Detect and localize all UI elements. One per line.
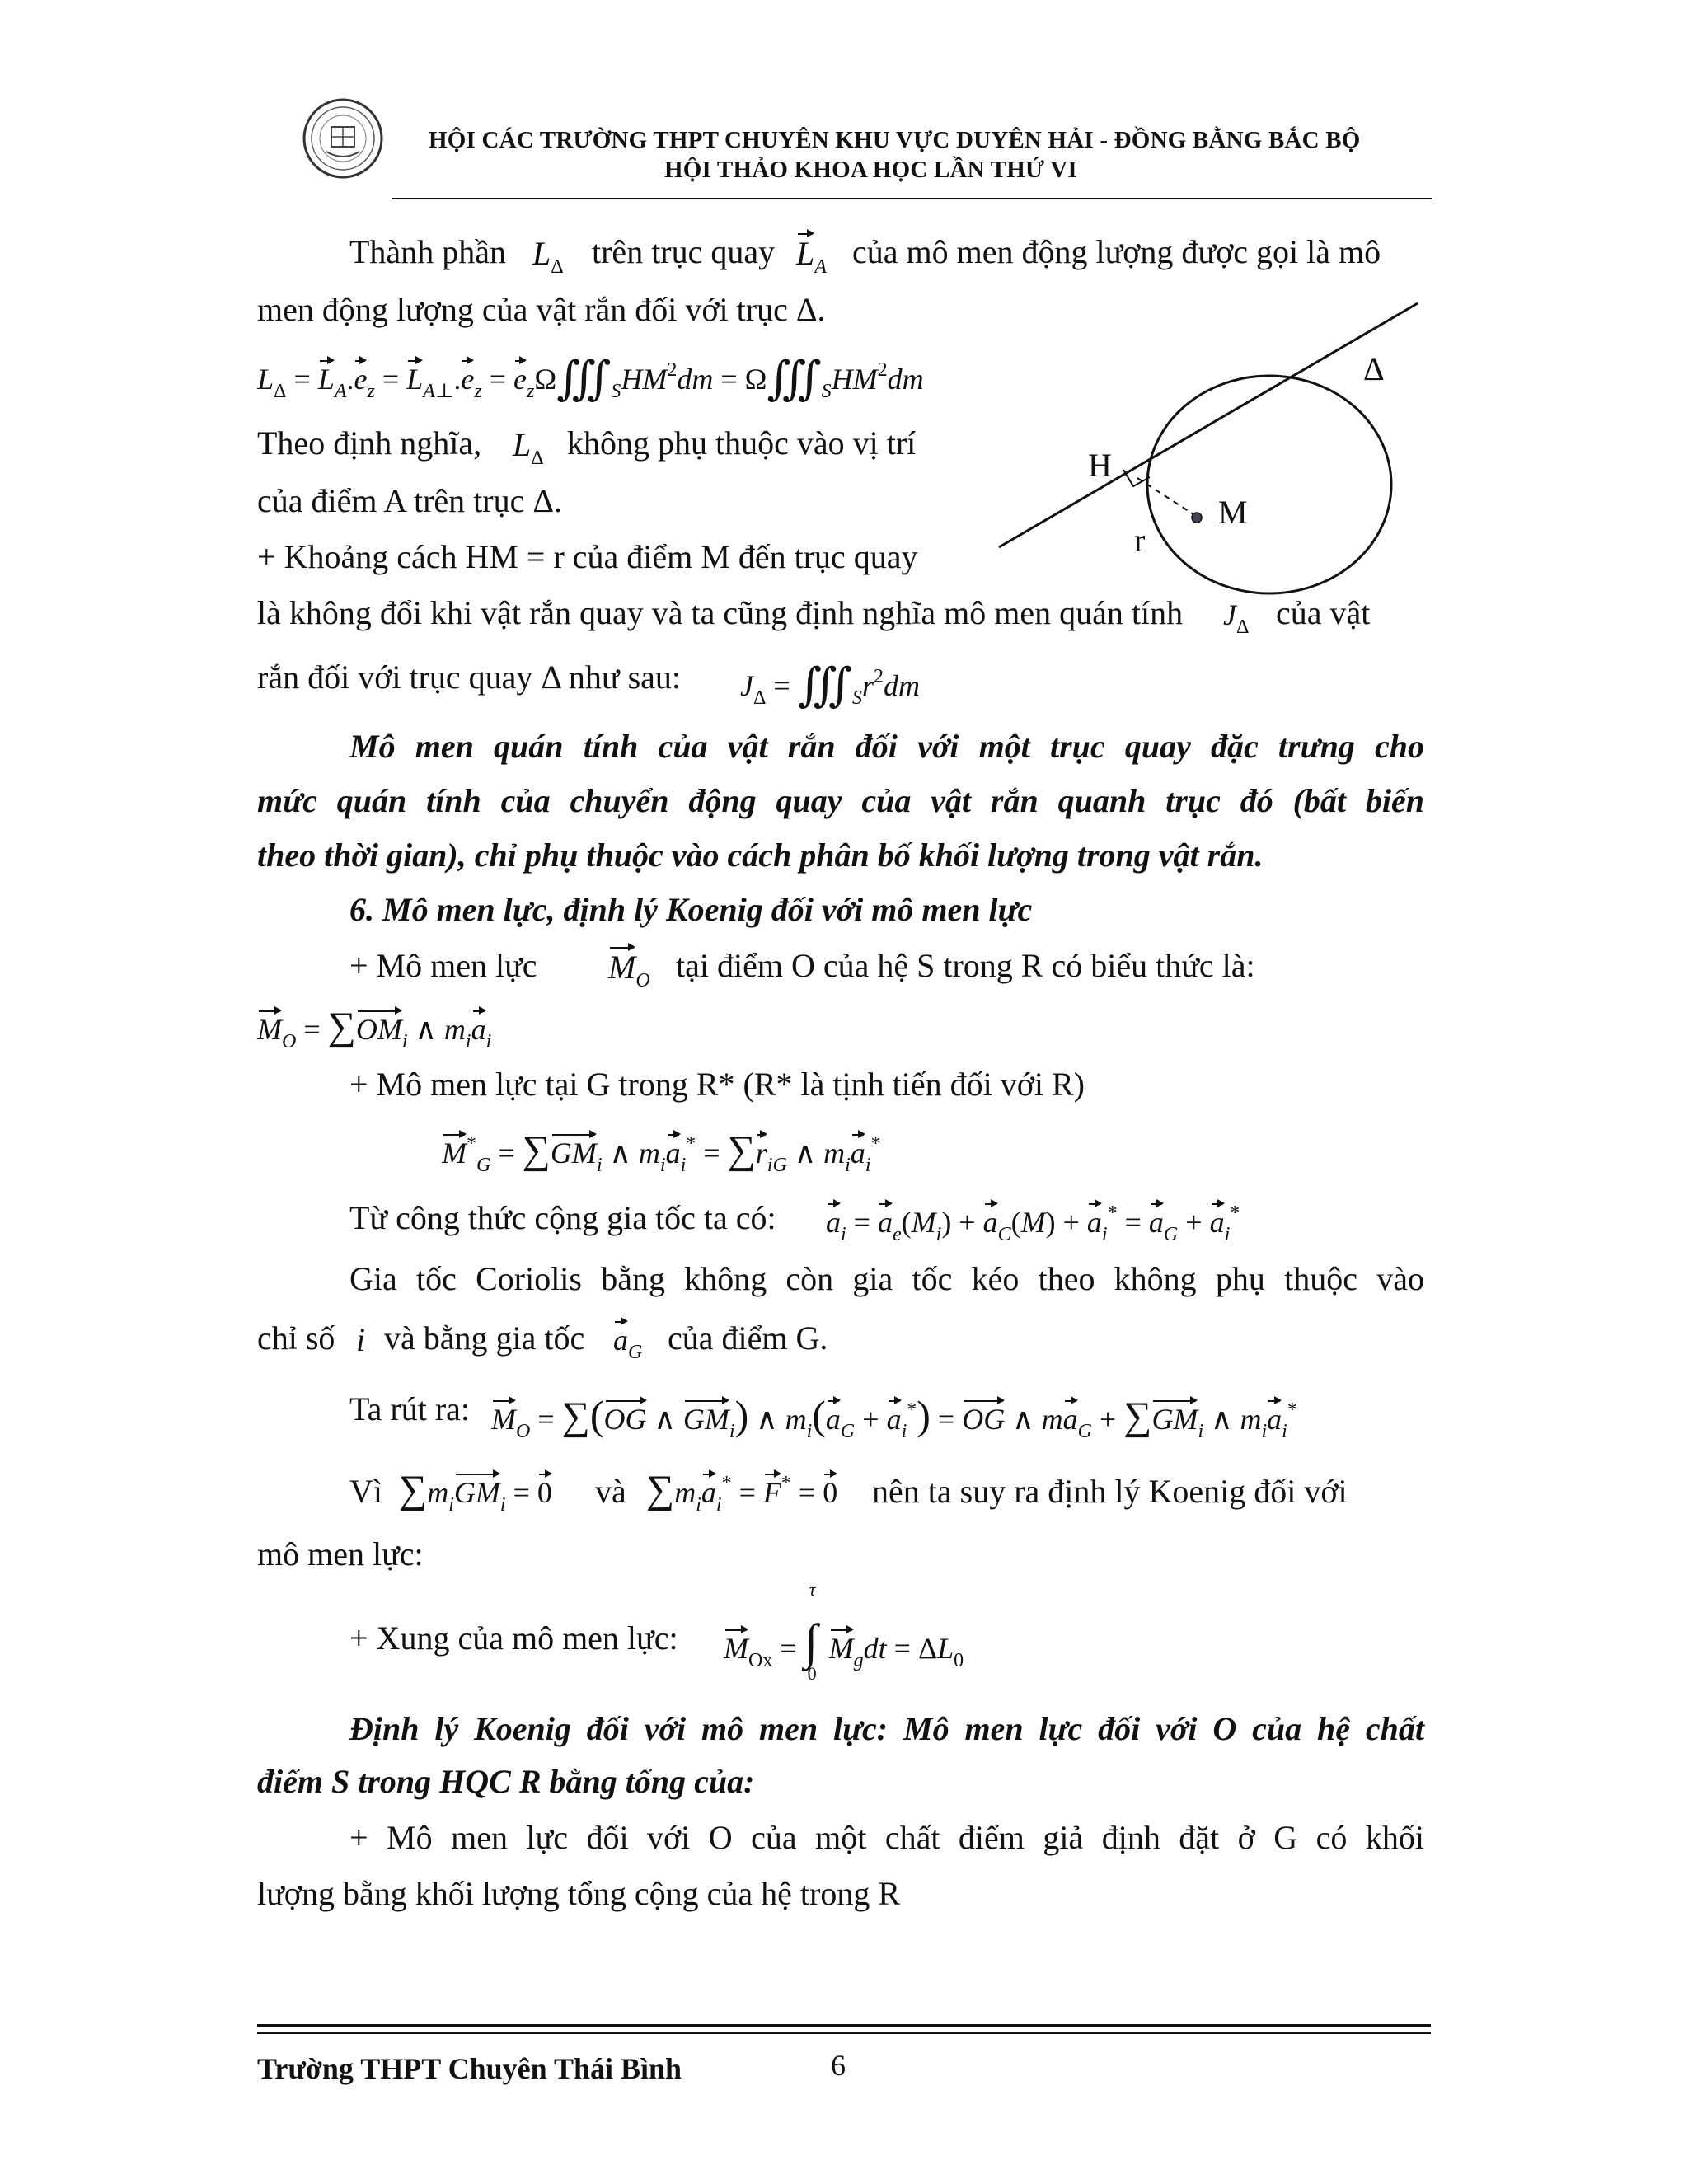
p1-text-a: Thành phần — [349, 233, 506, 270]
koenig-theorem-line2: điểm S trong HQC R bằng tổng của: — [257, 1763, 755, 1800]
p9-text-a: Vì — [349, 1473, 382, 1510]
distance-r-label: r — [1134, 522, 1146, 559]
section-6-heading: 6. Mô men lực, định lý Koenig đối với mô men lực — [349, 891, 1033, 928]
p7-math-ag: $a_G$ — [613, 1324, 643, 1363]
p10-text: + Xung của mô men lực: — [349, 1619, 678, 1657]
p9-text-b: và — [595, 1473, 626, 1510]
p9-text-d: mô men lực: — [257, 1535, 424, 1572]
p1-text-c: của mô men động lượng được gọi là mô — [852, 233, 1381, 270]
p4-math-mo: $M_O$ — [608, 949, 650, 991]
p1-math-la: $L_A$ — [796, 235, 827, 278]
p7-text-c: và bằng gia tốc — [384, 1319, 585, 1357]
point-m-label: M — [1218, 494, 1248, 531]
delta-axis-label: Δ — [1363, 350, 1385, 387]
p3-text-d: rắn đối với trục quay Δ như sau: — [257, 658, 682, 696]
inertia-definition-line3: theo thời gian), chỉ phụ thuộc vào cách phân bố khối lượng trong vật rắn. — [257, 837, 1264, 874]
p9-text-c: nên ta suy ra định lý Koenig đối với — [872, 1473, 1348, 1510]
p3-text-c: của vật — [1276, 594, 1371, 631]
eq-moment-of-inertia: $J_\Delta$ = $∭_Sr^2dm$ — [740, 660, 920, 711]
p1-math-ldelta: $L_\Delta$ — [532, 235, 564, 278]
eq-koenig-derivation: $M_O = \sum(OG$ ∧ $GM_i$) ∧ $m_i(a_G + a_i^*)$ = OG ∧ $ma_G + \sum GM_i$ ∧ $m_ia_i^*$ — [491, 1392, 1297, 1442]
footer-rule-thick — [257, 2024, 1431, 2027]
p1-text-d: men động lượng của vật rắn đối với trục Δ. — [257, 291, 826, 328]
koenig-theorem-line1: Định lý Koenig đối với mô men lực: Mô men lực đối với O của hệ chất — [349, 1710, 1424, 1747]
p2-text-b: không phụ thuộc vào vị trí — [567, 424, 917, 462]
p3-text-b: là không đổi khi vật rắn quay và ta cũng định nghĩa mô men quán tính — [257, 594, 1184, 631]
inertia-definition-line2: mức quán tính của chuyển động quay của vật rắn quanh trục đó (bất biến — [257, 782, 1424, 819]
footer-rule-thin — [257, 2032, 1431, 2034]
footer-page-number: 6 — [831, 2049, 846, 2082]
p4-text-b: tại điểm O của hệ S trong R có biểu thức là: — [676, 947, 1255, 984]
p6-text: Từ công thức cộng gia tốc ta có: — [349, 1199, 776, 1236]
eq-moment-o: $M_O = \sum OM_i$ ∧ $m_ia_i$ — [257, 1005, 492, 1052]
p2-text-c: của điểm A trên trục Δ. — [257, 482, 563, 519]
eq-angular-momentum: $L_\Delta = L_A.e_z = L_{A\perp}.e_z$ = $e_z\Omega∭_SHM^2dm$ = $\Omega∭_SHM^2dm$ — [257, 354, 924, 405]
header-title-line1: HỘI CÁC TRƯỜNG THPT CHUYÊN KHU VỰC DUYÊN HẢI - ĐỒNG BẰNG BẮC BỘ — [429, 127, 1361, 153]
p9-math-sum-gm: $\sum m_iGM_i = 0$ — [399, 1468, 552, 1516]
p7-text-b: chỉ số — [257, 1319, 335, 1357]
rotation-axis-figure — [989, 280, 1451, 610]
header-logo — [302, 97, 384, 180]
point-h-label: H — [1088, 447, 1112, 484]
p5-text: + Mô men lực tại G trong R* (R* là tịnh tiến đối với R) — [349, 1066, 1085, 1103]
eq-moment-g-star: $M^*_G = \sum GM_i$ ∧ $m_ia_i^* = \sum r_{iG}$ ∧ $m_ia_i^*$ — [442, 1128, 881, 1176]
eq-angular-impulse: $M_{Ox}$ = τ ∫ 0 $M_gdt = \Delta L_0$ — [724, 1579, 964, 1684]
p3-math-jdelta: $J_\Delta$ — [1223, 598, 1250, 638]
p11-text-a: + Mô men lực đối với O của một chất điểm giả định đặt ở G có khối — [349, 1819, 1424, 1856]
p8-text: Ta rút ra: — [349, 1390, 471, 1427]
p7-math-i: i — [356, 1321, 366, 1358]
school-seal-icon — [302, 97, 384, 180]
p7-text-a: Gia tốc Coriolis bằng không còn gia tốc kéo theo không phụ thuộc vào — [349, 1260, 1424, 1297]
header-title-line2: HỘI THẢO KHOA HỌC LẦN THỨ VI — [664, 157, 1077, 183]
p7-text-d: của điểm G. — [668, 1319, 828, 1357]
p3-text-a: + Khoảng cách HM = r của điểm M đến trục quay — [257, 538, 918, 575]
p11-text-b: lượng bằng khối lượng tổng cộng của hệ trong R — [257, 1875, 900, 1912]
p1-text-b: trên trục quay — [592, 233, 776, 270]
footer-school-name: Trường THPT Chuyên Thái Bình — [257, 2052, 682, 2085]
inertia-definition-line1: Mô men quán tính của vật rắn đối với một trục quay đặc trưng cho — [349, 728, 1424, 765]
p9-math-sum-ma: $\sum m_ia_i^* = F^* = 0$ — [646, 1468, 838, 1516]
p2-text-a: Theo định nghĩa, — [257, 424, 482, 462]
p2-math-ldelta: $L_\Delta$ — [513, 426, 544, 469]
header-rule — [392, 198, 1432, 199]
p4-text-a: + Mô men lực — [349, 947, 537, 984]
eq-acceleration-sum: $a_i = a_e(M_i) + a_C(M) + a_i^* = a_G + a_i^*$ — [826, 1202, 1240, 1245]
